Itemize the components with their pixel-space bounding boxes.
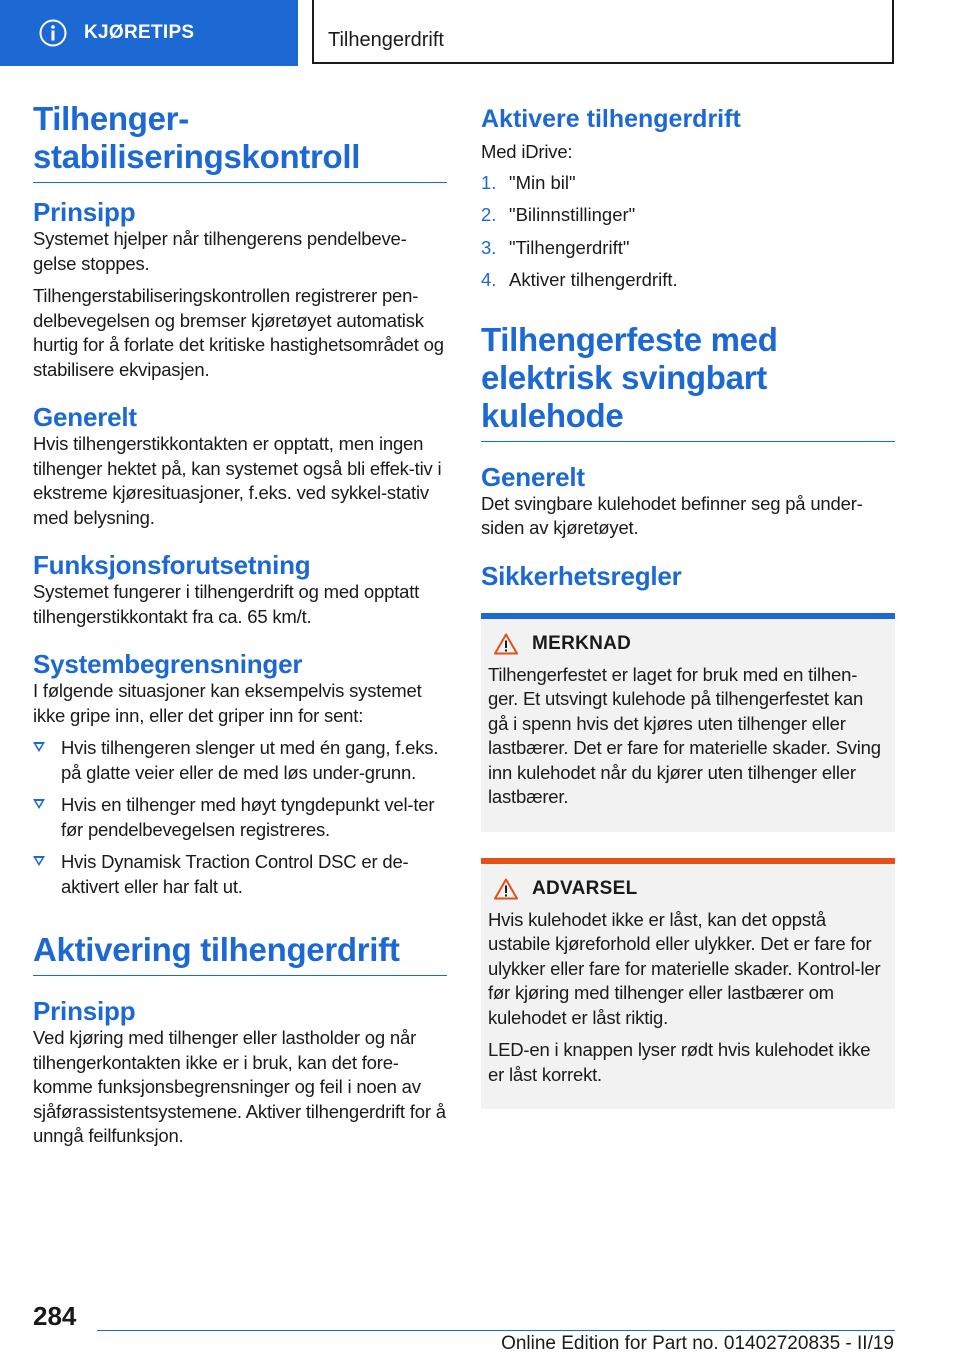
section-aktivere [481,104,895,293]
triangle-bullet-icon [33,742,45,752]
notice-title: ADVARSEL [532,877,638,899]
warning-triangle-icon [494,633,518,655]
page-number: 284 [33,1301,77,1331]
paragraph: Tilhengerfestet er laget for bruk med en tilhen-ger. Et utsvingt kulehode på tilhengerfestet kan gå i spenn hvis det kjøres uten tilhenger eller lastbærer. Det er fare for materielle skader. Sving inn kulehodet når du kjører uten tilhenger eller lastbærer. [488,663,881,807]
list-item: 4. Aktiver tilhengerdrift. [481,269,678,290]
list-item: Hvis Dynamisk Traction Control DSC er de-aktivert eller har falt ut. [33,850,447,899]
section-header [312,0,894,64]
notice-box-merknad [481,613,895,832]
section-sikkerhetsregler [481,561,895,1110]
subheading-aktivere: Aktivere tilhengerdrift [481,105,741,133]
list-item: Hvis en tilhenger med høyt tyngdepunkt vel-ter før pendelbevegelsen registreres. [33,793,447,842]
subheading-funksjonsforutsetning: Funksjonsforutsetning [33,550,311,580]
paragraph: I følgende situasjoner kan eksempelvis systemet ikke gripe inn, eller det griper inn for sent: [33,680,422,726]
footer-edition: Online Edition for Part no. 01402720835 - II/19 [501,1333,894,1354]
notice-title: MERKNAD [532,632,632,654]
list-item: 3. "Tilhengerdrift" [481,236,630,258]
chapter-tab[interactable] [0,0,298,66]
limitation-list [33,736,447,899]
subheading-prinsipp: Prinsipp [33,996,136,1026]
subheading-sikkerhetsregler: Sikkerhetsregler [481,560,682,591]
notice-box-advarsel [481,858,895,1110]
paragraph: Systemet fungerer i tilhengerdrift og med opptatt tilhengerstikkontakt fra ca. 65 km/t. [33,581,420,627]
heading-trailer-stability: Tilhenger- stabiliseringskontroll [33,100,447,183]
section-systembegrensninger [33,649,447,899]
section-aktivering [33,931,447,976]
chapter-tab-label: KJØRETIPS [84,22,195,43]
notice-header [494,633,887,655]
list-item: 1. "Min bil" [481,171,576,193]
paragraph: Det svingbare kulehodet befinner seg på under-siden av kjøretøyet. [481,492,863,538]
info-icon [38,18,68,48]
paragraph: Ved kjøring med tilhenger eller lastholder og når tilhengerkontakten ikke er i bruk, kan det fore-komme funksjonsbegrensninger og feil i noen av sjåførassistentsystemene. Aktiver tilhengerdrift for å unngå feilfunksjon. [33,1027,446,1146]
left-column [33,100,447,1149]
paragraph: Hvis kulehodet ikke er låst, kan det oppstå ustabile kjøreforhold eller ulykker. Det er fare for ulykker eller fare for materielle skader. Kontrol-ler før kjøring med tilhenger eller lastbærer om kulehodet er låst riktig. [488,908,881,1028]
notice-header [494,878,887,900]
paragraph: Hvis tilhengerstikkontakten er opptatt, men ingen tilhenger hektet på, kan systemet også bli effek-tiv i ekstreme kjøresituasjoner, f.eks. ved sykkel-stativ med belysning. [33,433,442,528]
heading-tilhengerfeste: Tilhengerfeste med elektrisk svingbart kulehode [481,321,895,442]
steps-list [481,171,895,293]
footer-divider [97,1330,895,1331]
section-tilhengerfeste [481,321,895,442]
paragraph: LED-en i knappen lyser rødt hvis kulehodet ikke er låst korrekt. [488,1039,871,1085]
paragraph: Tilhengerstabiliseringskontrollen registrerer pen-delbevegelsen og bremser kjøretøyet automatisk hurtig for å forlate det kritiske hastighetsområdet og stabilisere ekvipasjen. [33,285,444,380]
list-item: 2. "Bilinnstillinger" [481,204,636,225]
triangle-bullet-icon [33,856,45,866]
section-prinsipp-2 [33,996,447,1149]
section-generelt-1 [33,402,447,530]
right-column [481,100,895,1109]
warning-triangle-icon [494,878,518,900]
heading-aktivering: Aktivering tilhengerdrift [33,931,447,976]
spacer [481,832,895,844]
subheading-systembegrensninger: Systembegrensninger [33,649,303,679]
triangle-bullet-icon [33,799,45,809]
section-funksjonsforutsetning [33,550,447,629]
section-generelt-2 [481,462,895,541]
subheading-generelt: Generelt [481,461,585,492]
subheading-prinsipp: Prinsipp [33,197,136,227]
section-prinsipp-1 [33,197,447,382]
paragraph: Med iDrive: [481,141,573,162]
section-header-label: Tilhengerdrift [328,29,444,51]
subheading-generelt: Generelt [33,402,137,432]
paragraph: Systemet hjelper når tilhengerens pendelbeve-gelse stoppes. [33,228,407,274]
list-item: Hvis tilhengeren slenger ut med én gang, f.eks. på glatte veier eller de med løs under-grunn. [33,736,447,785]
